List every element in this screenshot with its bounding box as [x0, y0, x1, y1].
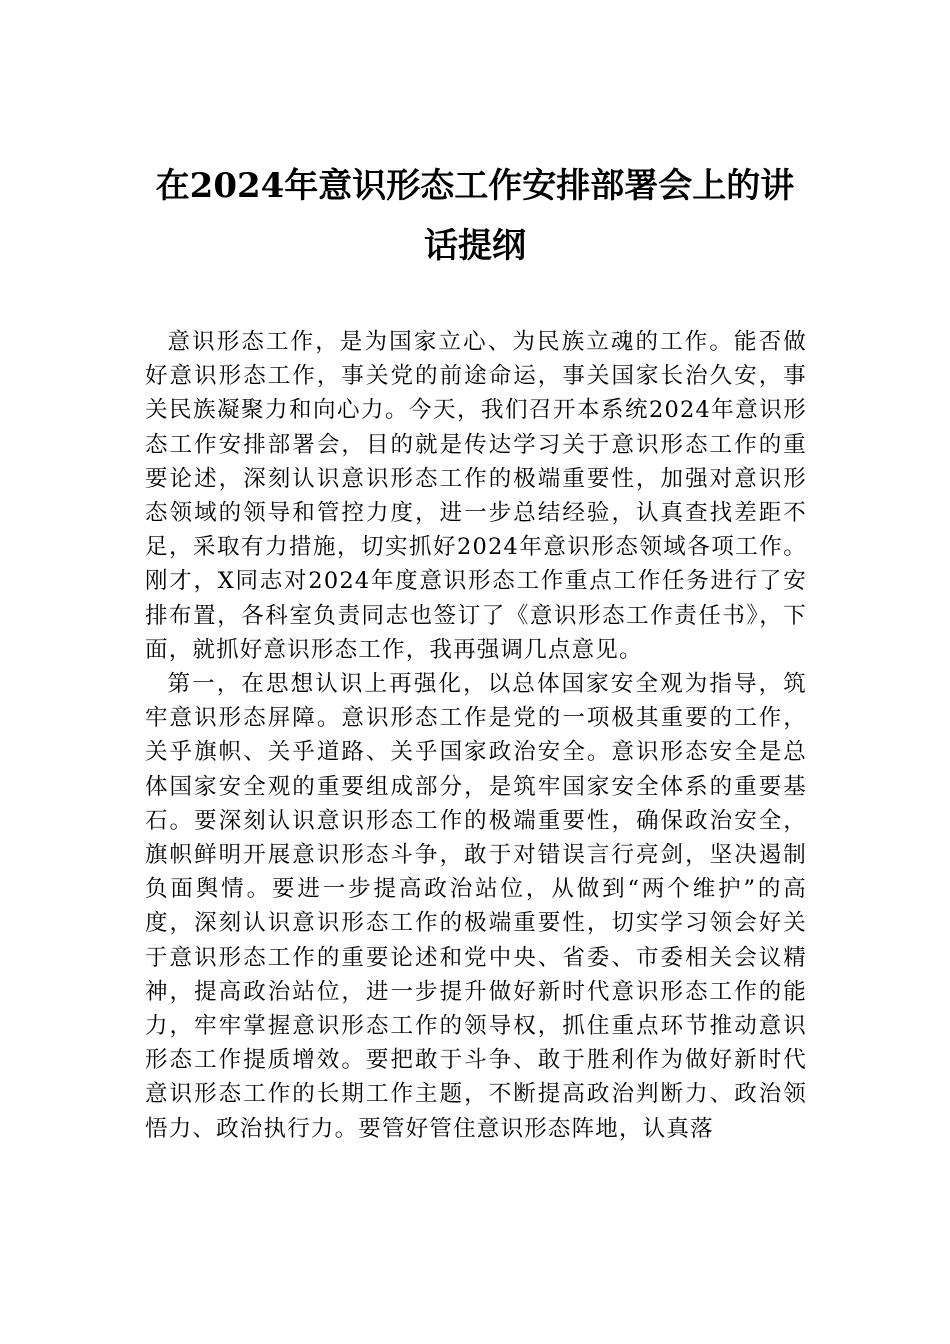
document-title: 在2024年意识形态工作安排部署会上的讲话提纲 — [155, 166, 795, 266]
document-body — [145, 325, 807, 1146]
paragraph-intro: 意识形态工作，是为国家立心、为民族立魂的工作。能否做好意识形态工作，事关党的前途命运，事关国家长治久安，事关民族凝聚力和向心力。今天，我们召开本系统2024年意识形态工作安排部署会，目的就是传达学习关于意识形态工作的重要论述，深刻认识意识形态工作的极端重要性，加强对意识形态领域的领导和管控力度，进一步总结经验，认真查找差距不足，采取有力措施，切实抓好2024年意识形态领域各项工作。刚才，X同志对2024年度意识形态工作重点工作任务进行了安排布置，各科室负责同志也签订了《意识形态工作责任书》，下面，就抓好意识形态工作，我再强调几点意见。 — [145, 329, 807, 663]
paragraph-first-point: 第一，在思想认识上再强化，以总体国家安全观为指导，筑牢意识形态屏障。意识形态工作是党的一项极其重要的工作，关乎旗帜、关乎道路、关乎国家政治安全。意识形态安全是总体国家安全观的重要组成部分，是筑牢国家安全体系的重要基石。要深刻认识意识形态工作的极端重要性，确保政治安全，旗帜鲜明开展意识形态斗争，敢于对错误言行亮剑，坚决遏制负面舆情。要进一步提高政治站位，从做到“两个维护”的高度，深刻认识意识形态工作的极端重要性，切实学习领会好关于意识形态工作的重要论述和党中央、省委、市委相关会议精神，提高政治站位，进一步提升做好新时代意识形态工作的能力，牢牢掌握意识形态工作的领导权，抓住重点环节推动意识形态工作提质增效。要把敢于斗争、敢于胜利作为做好新时代意识形态工作的长期工作主题，不断提高政治判断力、政治领悟力、政治执行力。要管好管住意识形态阵地，认真落 — [145, 671, 807, 1142]
